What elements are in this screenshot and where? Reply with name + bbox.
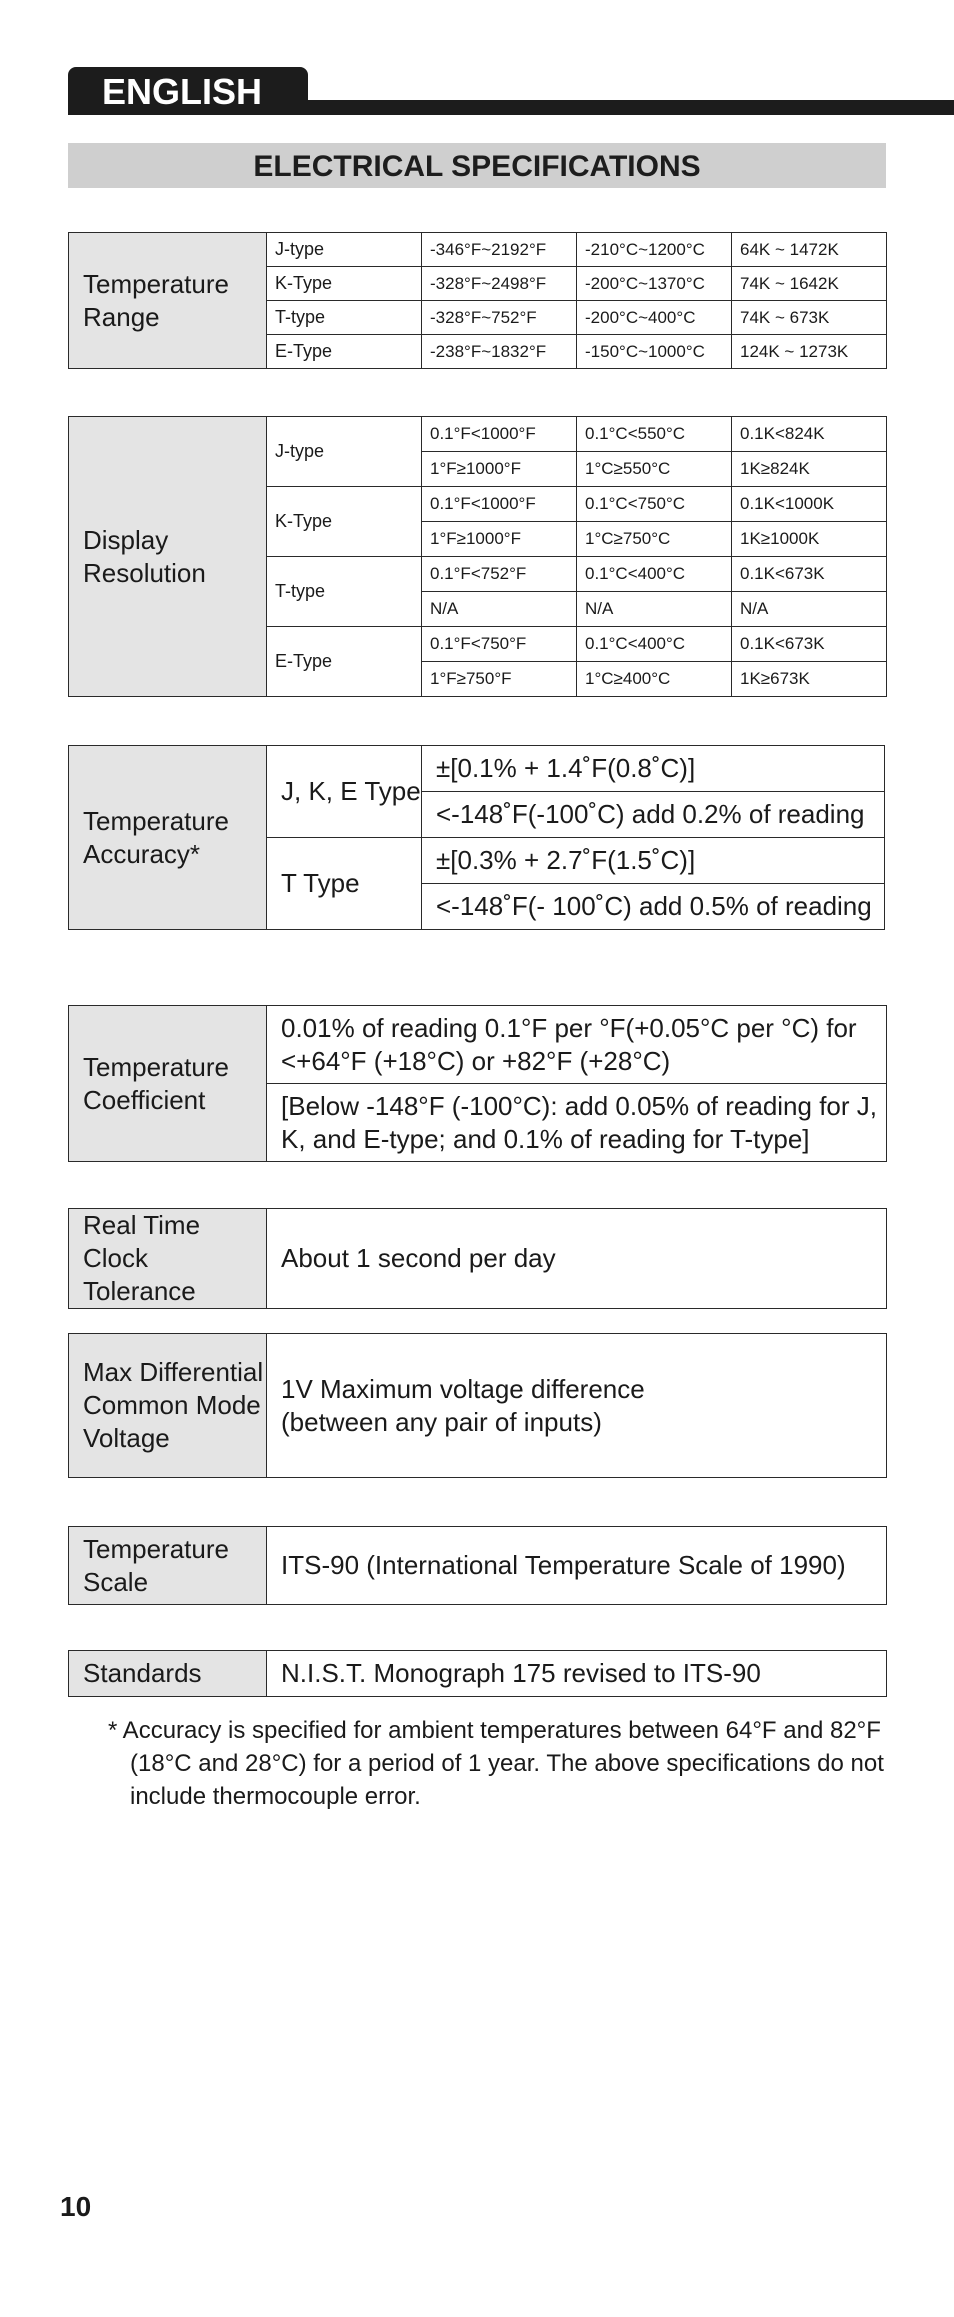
clock-tolerance-label: Real Time Clock Tolerance <box>69 1209 267 1309</box>
standards-value: N.I.S.T. Monograph 175 revised to ITS-90 <box>267 1651 887 1697</box>
range-fahrenheit: -238°F~1832°F <box>422 335 577 369</box>
resolution-celsius: 1°C≥550°C <box>577 452 732 487</box>
sensor-type: J, K, E Type <box>267 746 422 838</box>
resolution-kelvin: 1K≥1000K <box>732 522 887 557</box>
resolution-fahrenheit: 1°F≥1000°F <box>422 522 577 557</box>
section-title: ELECTRICAL SPECIFICATIONS <box>68 143 886 188</box>
range-celsius: -200°C~1370°C <box>577 267 732 301</box>
resolution-fahrenheit: 0.1°F<1000°F <box>422 487 577 522</box>
resolution-fahrenheit: 0.1°F<752°F <box>422 557 577 592</box>
range-celsius: -150°C~1000°C <box>577 335 732 369</box>
temperature-scale-table <box>68 1526 887 1605</box>
resolution-celsius: 0.1°C<550°C <box>577 417 732 452</box>
temperature-scale-value: ITS-90 (International Temperature Scale of 1990) <box>267 1527 887 1605</box>
range-celsius: -210°C~1200°C <box>577 233 732 267</box>
resolution-kelvin: 0.1K<673K <box>732 557 887 592</box>
common-mode-voltage-table <box>68 1333 887 1478</box>
resolution-celsius: N/A <box>577 592 732 627</box>
range-kelvin: 124K ~ 1273K <box>732 335 887 369</box>
resolution-fahrenheit: N/A <box>422 592 577 627</box>
range-kelvin: 64K ~ 1472K <box>732 233 887 267</box>
clock-tolerance-table <box>68 1208 887 1309</box>
range-kelvin: 74K ~ 1642K <box>732 267 887 301</box>
temperature-accuracy-label: Temperature Accuracy* <box>69 746 267 930</box>
accuracy-footnote: * Accuracy is specified for ambient temperatures between 64°F and 82°F (18°C and 28°C) for a period of 1 year. The above specifications do not include thermocouple error. <box>108 1717 884 1810</box>
resolution-celsius: 0.1°C<750°C <box>577 487 732 522</box>
sensor-type: J-type <box>267 417 422 487</box>
sensor-type: J-type <box>267 233 422 267</box>
accuracy-value: <-148˚F(- 100˚C) add 0.5% of reading <box>422 884 885 930</box>
page-number: 10 <box>60 2191 92 2222</box>
temperature-range-label: Temperature Range <box>69 233 267 369</box>
range-fahrenheit: -328°F~752°F <box>422 301 577 335</box>
resolution-celsius: 0.1°C<400°C <box>577 627 732 662</box>
coefficient-value: [Below -148°F (-100°C): add 0.05% of reading for J, K, and E-type; and 0.1% of reading for T-type] <box>267 1084 887 1162</box>
resolution-kelvin: 0.1K<673K <box>732 627 887 662</box>
display-resolution-table <box>68 416 887 697</box>
resolution-fahrenheit: 1°F≥750°F <box>422 662 577 697</box>
range-fahrenheit: -328°F~2498°F <box>422 267 577 301</box>
language-tab: ENGLISH <box>68 67 308 115</box>
resolution-fahrenheit: 0.1°F<1000°F <box>422 417 577 452</box>
coefficient-value: 0.01% of reading 0.1°F per °F(+0.05°C per °C) for <+64°F (+18°C) or +82°F (+28°C) <box>267 1006 887 1084</box>
temperature-scale-label: Temperature Scale <box>69 1527 267 1605</box>
sensor-type: E-Type <box>267 627 422 697</box>
sensor-type: K-Type <box>267 487 422 557</box>
temperature-coefficient-table <box>68 1005 887 1162</box>
sensor-type: T Type <box>267 838 422 930</box>
resolution-kelvin: 1K≥673K <box>732 662 887 697</box>
language-header <box>68 67 954 117</box>
resolution-kelvin: 0.1K<1000K <box>732 487 887 522</box>
range-kelvin: 74K ~ 673K <box>732 301 887 335</box>
resolution-fahrenheit: 1°F≥1000°F <box>422 452 577 487</box>
sensor-type: T-type <box>267 301 422 335</box>
resolution-kelvin: N/A <box>732 592 887 627</box>
resolution-kelvin: 1K≥824K <box>732 452 887 487</box>
sensor-type: K-Type <box>267 267 422 301</box>
range-fahrenheit: -346°F~2192°F <box>422 233 577 267</box>
header-rule <box>268 100 954 115</box>
sensor-type: E-Type <box>267 335 422 369</box>
common-mode-voltage-label: Max Differential Common Mode Voltage <box>69 1334 267 1478</box>
display-resolution-label: Display Resolution <box>69 417 267 697</box>
temperature-accuracy-table <box>68 745 885 930</box>
resolution-celsius: 1°C≥750°C <box>577 522 732 557</box>
resolution-fahrenheit: 0.1°F<750°F <box>422 627 577 662</box>
accuracy-value: ±[0.1% + 1.4˚F(0.8˚C)] <box>422 746 885 792</box>
voltage-line-2: (between any pair of inputs) <box>281 1406 602 1437</box>
resolution-celsius: 0.1°C<400°C <box>577 557 732 592</box>
sensor-type: T-type <box>267 557 422 627</box>
temperature-coefficient-label: Temperature Coefficient <box>69 1006 267 1162</box>
clock-tolerance-value: About 1 second per day <box>267 1209 887 1309</box>
accuracy-value: ±[0.3% + 2.7˚F(1.5˚C)] <box>422 838 885 884</box>
range-celsius: -200°C~400°C <box>577 301 732 335</box>
voltage-line-1: 1V Maximum voltage difference <box>281 1373 645 1404</box>
temperature-range-table <box>68 232 887 369</box>
resolution-celsius: 1°C≥400°C <box>577 662 732 697</box>
resolution-kelvin: 0.1K<824K <box>732 417 887 452</box>
standards-table <box>68 1650 887 1697</box>
common-mode-voltage-value <box>267 1334 887 1478</box>
standards-label: Standards <box>69 1651 267 1697</box>
accuracy-value: <-148˚F(-100˚C) add 0.2% of reading <box>422 792 885 838</box>
